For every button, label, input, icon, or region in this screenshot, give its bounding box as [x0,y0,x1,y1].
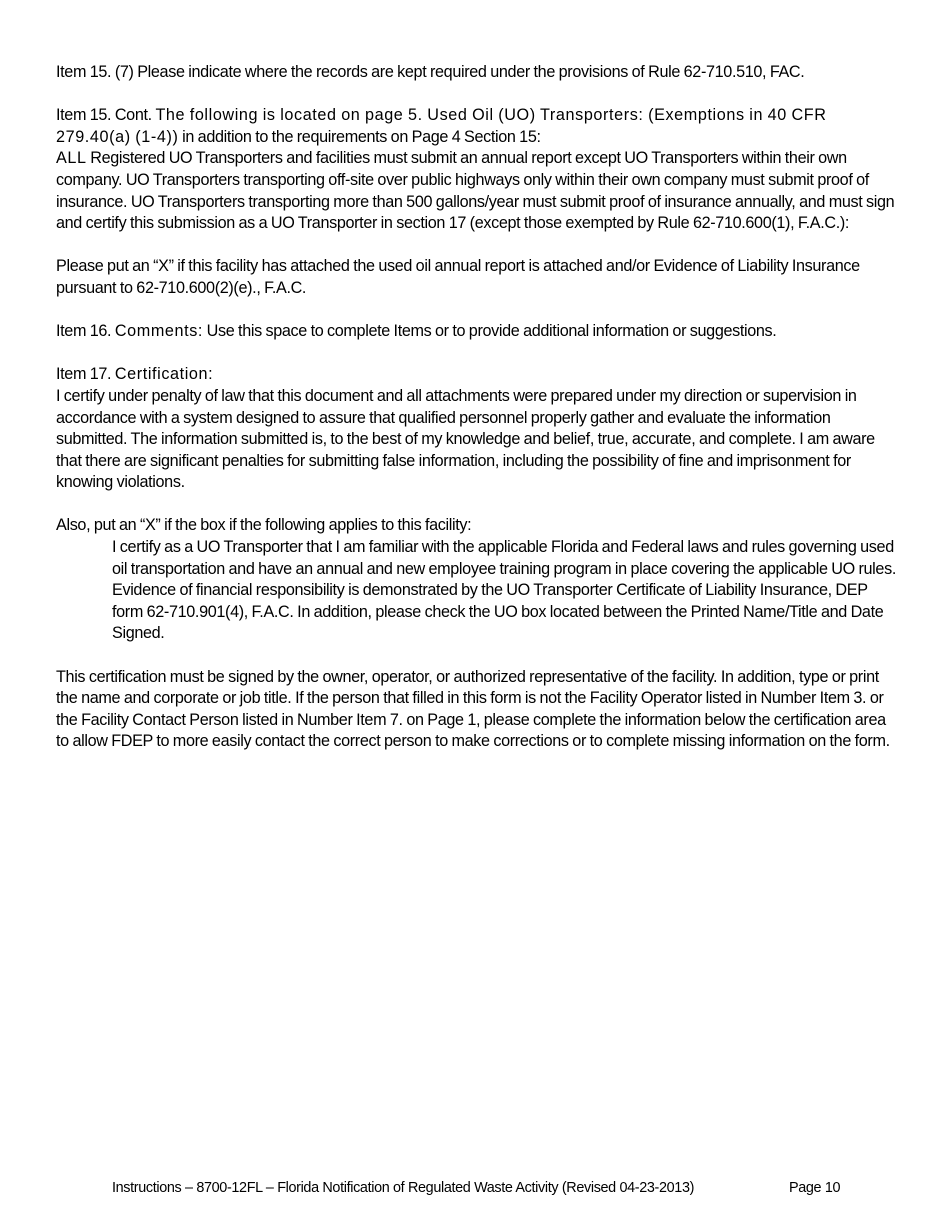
item15-all-text: Registered UO Transporters and facilities must submit an annual report except UO Transporters within their own company. UO Transporters transporting off-site over public highways only within their own company must submit proof of insurance. UO Transporters transporting more than 500 gallons/year must submit proof of insurance annually, and must sign and certify this submission as a UO Transporter in section 17 (except those exempted by Rule 62-710.600(1), F.A.C.): [56,149,895,233]
document-body [56,62,898,753]
item15-cont-prefix: Item 15. Cont. [56,106,152,125]
spacer [56,343,898,365]
item16-text: Use this space to complete Items or to provide additional information or suggestions. [206,322,777,341]
item15-all-paragraph [56,148,898,234]
item17-signature-paragraph: This certification must be signed by the owner, operator, or authorized representative of the facility. In addition, type or print the name and corporate or job title. If the person that filled in this form is not the Facility Operator listed in Number Item 3. or the Facility Contact Person listed in Number Item 7. on Page 1, please complete the information below the certification area to allow FDEP to more easily contact the correct person to make corrections or to complete missing information on the form. [56,667,890,751]
item16-paragraph [56,321,898,343]
item17-heading [56,364,898,386]
item17-also-paragraph: Also, put an “X” if the box if the following applies to this facility: [56,516,472,535]
item15-records-paragraph: Item 15. (7) Please indicate where the records are kept required under the provisions of Rule 62-710.510, FAC. [56,63,805,81]
spacer [56,235,898,257]
footer-page-number: Page 10 [789,1180,841,1196]
item15-all-label: ALL [56,149,87,168]
item17-uo-transporter-paragraph: I certify as a UO Transporter that I am familiar with the applicable Florida and Federal laws and rules governing used oil transportation and have an annual and new employee training program in place covering the applicable UO rules. Evidence of financial responsibility is demonstrated by the UO Transporter Certificate of Liability Insurance, DEP form 62-710.901(4), F.A.C. In addition, please check the UO box located between the Printed Name/Title and Date Signed. [112,538,896,643]
spacer [56,494,898,516]
spacer [56,300,898,322]
item15-cont-paragraph [56,105,898,148]
footer-title: Instructions – 8700-12FL – Florida Notification of Regulated Waste Activity (Revised 04-23-2013) [112,1180,695,1196]
item16-prefix: Item 16. [56,322,112,341]
page-footer [112,1180,841,1196]
spacer [56,84,898,106]
item17-prefix: Item 17. [56,365,112,384]
item15-x-paragraph: Please put an “X” if this facility has attached the used oil annual report is attached and/or Evidence of Liability Insurance pursuant to 62-710.600(2)(e)., F.A.C. [56,257,860,297]
item16-label: Comments: [114,322,203,341]
item15-cont-rest: in addition to the requirements on Page 4 Section 15: [182,127,541,146]
item15-cont-label: The following is located on page 5. Used Oil (UO) Transporters: (Exemptions in 40 CFR 279.40(a) (1-4)) [56,106,827,146]
item17-certify-paragraph: I certify under penalty of law that this document and all attachments were prepared under my direction or supervision in accordance with a system designed to assure that qualified personnel properly gather and evaluate the information submitted. The information submitted is, to the best of my knowledge and belief, true, accurate, and complete. I am aware that there are significant penalties for submitting false information, including the possibility of fine and imprisonment for knowing violations. [56,386,875,492]
spacer [56,645,898,667]
item17-label: Certification: [114,365,214,384]
